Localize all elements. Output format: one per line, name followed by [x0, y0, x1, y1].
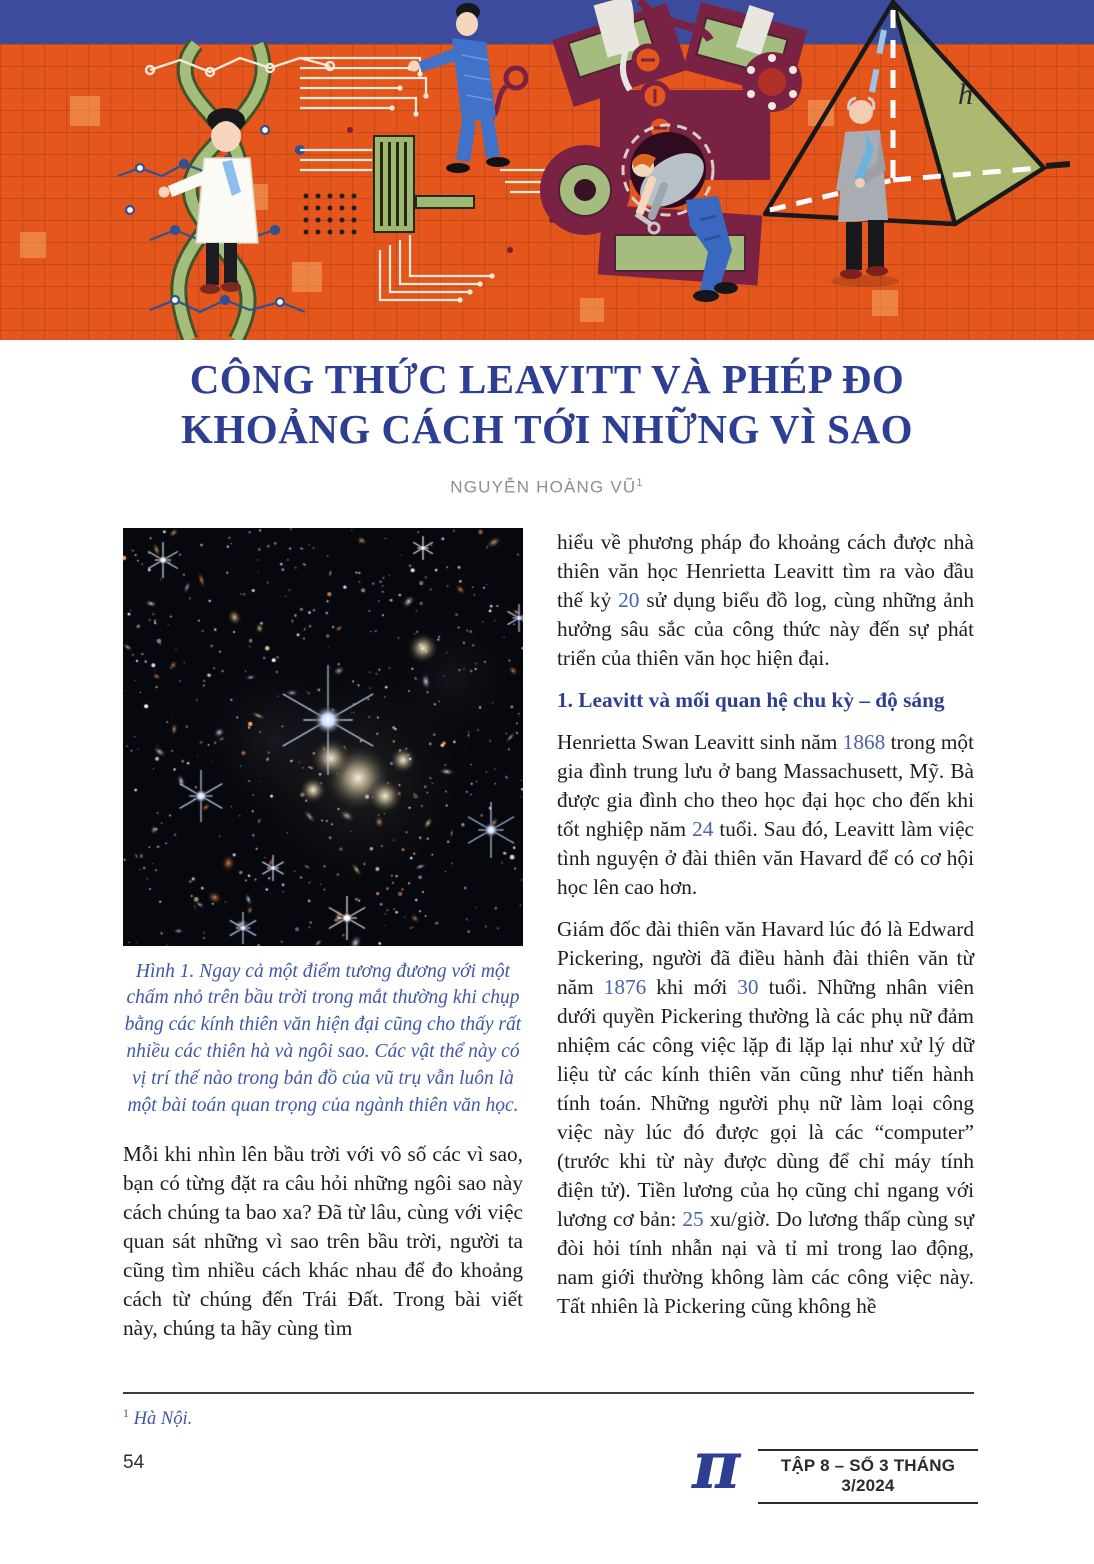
left-column — [123, 528, 523, 1343]
page-number: 54 — [123, 1452, 145, 1473]
author-footnote-ref: 1 — [636, 476, 644, 489]
paragraph-intro: Mỗi khi nhìn lên bầu trời với vô số các vì sao, bạn có từng đặt ra câu hỏi những ngôi sao này cách chúng ta bao xa? Đã từ lâu, cùng với việc quan sát những vì sao trên bầu trời, người ta cũng tìm nhiều cách khác nhau để đo khoảng cách từ chúng đến Trái Đất. Trong bài viết này, chúng ta hãy cùng tìm — [123, 1141, 523, 1340]
paragraph-1: hiểu về phương pháp đo khoảng cách được nhà thiên văn học Henrietta Leavitt tìm ra vào đầu thế kỷ 20 sử dụng biểu đồ log, cùng những ảnh hưởng sâu sắc của công thức này đến sự phát triển của thiên văn học hiện đại. — [557, 529, 974, 670]
footnote — [123, 1406, 192, 1430]
deep-field-image — [123, 528, 523, 946]
pyramid-height-label: h — [958, 78, 973, 111]
author-line — [0, 477, 1094, 498]
figure-caption: Hình 1. Ngay cả một điểm tương đương với một chấm nhỏ trên bầu trời trong mắt thường khi chụp bằng các kính thiên văn hiện đại cũng cho thấy rất nhiều các thiên hà và ngôi sao. Các vật thể này có vị trí thế nào trong bản đồ của vũ trụ vẫn luôn là một bài toán quan trọng của ngành thiên văn học. — [124, 960, 522, 1117]
issue-info: TẬP 8 – SỐ 3 THÁNG 3/2024 — [758, 1449, 978, 1504]
article-title — [0, 354, 1094, 455]
paragraph-3: Giám đốc đài thiên văn Havard lúc đó là Edward Pickering, người đã điều hành đài thiên văn từ năm 1876 khi mới 30 tuổi. Những nhân viên dưới quyền Pickering thường là các phụ nữ đảm nhiệm các công việc lặp đi lặp lại như xử lý dữ liệu từ các kính thiên văn cũng như tiến hành tính toán. Những người phụ nữ làm loại công việc này lúc đó được gọi là các “computer” (trước khi từ này được dùng để chỉ máy tính điện tử). Tiền lương của họ cũng chỉ ngang với lương cơ bản: 25 xu/giờ. Do lương thấp cùng sự đòi hỏi tính nhẫn nại và tỉ mỉ trong lao động, nam giới thường không làm các công việc này. Tất nhiên là Pickering cũng không hề — [557, 916, 975, 1318]
article-title-line1: CÔNG THỨC LEAVITT VÀ PHÉP ĐO — [189, 356, 905, 402]
right-column — [557, 528, 974, 1343]
article-title-line2: KHOẢNG CÁCH TỚI NHỮNG VÌ SAO — [181, 406, 913, 453]
paragraph-2: Henrietta Swan Leavitt sinh năm 1868 trong một gia đình trung lưu ở bang Massachusett, Mỹ. Bà được gia đình cho theo học đại học cho đến khi tốt nghiệp năm 24 tuổi. Sau đó, Leavitt làm việc tình nguyện ở đài thiên văn Havard để có cơ hội học lên cao hơn. — [557, 729, 974, 899]
banner-blue-strip — [0, 0, 1094, 44]
author-name: NGUYỄN HOÀNG VŨ — [450, 477, 637, 497]
footnote-text: Hà Nội. — [133, 1409, 193, 1430]
section-heading-1: 1. Leavitt và mối quan hệ chu kỳ – độ sáng — [557, 687, 945, 712]
banner-illustration — [0, 0, 1094, 340]
footnote-divider — [123, 1392, 974, 1394]
footnote-marker: 1 — [123, 1406, 129, 1420]
pi-magazine-logo-icon: π — [692, 1426, 741, 1504]
article-body — [123, 528, 974, 1343]
